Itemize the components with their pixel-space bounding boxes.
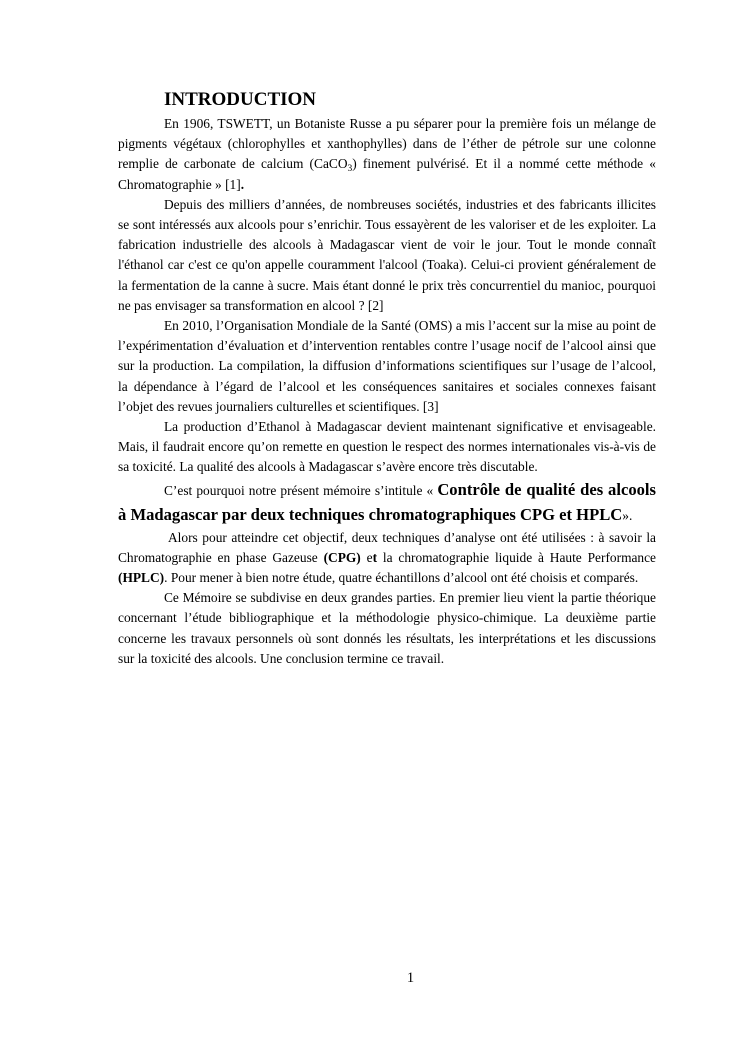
paragraph-tswett-end: . [240, 176, 245, 192]
section-heading: INTRODUCTION [164, 89, 317, 110]
paragraph-tswett-text-b: ) finement pulvérisé. Et il a nommé cette méthode « Chromatographie » [1] [118, 156, 656, 192]
paragraph-techniques-mid2: la chromatographie liquide à Haute Performance [377, 549, 657, 565]
paragraph-memoire-title [118, 478, 656, 528]
paragraph-production: La production d’Ethanol à Madagascar devient maintenant significative et envisageable. Mais, il faudrait encore qu’on remette en question le respect des normes internationales vis-à-vis de sa toxicité. La qualité des alcools à Madagascar s’avère encore très discutable. [118, 419, 656, 475]
hplc-acronym: (HPLC) [118, 570, 165, 586]
paragraph-memoire-text-b: ». [622, 507, 633, 523]
paragraph-techniques-bold-t: t [372, 549, 378, 565]
paragraph-techniques [118, 528, 656, 589]
subscript-3: 3 [347, 164, 353, 175]
page-number: 1 [406, 970, 415, 986]
memoire-title: Contrôle de qualité des alcools à Madagascar par deux techniques chromatographiques CPG et HPLC [118, 479, 656, 524]
paragraph-techniques-text-b: . Pour mener à bien notre étude, quatre échantillons d’alcool ont été choisis et comparés. [164, 570, 639, 586]
paragraph-oms: En 2010, l’Organisation Mondiale de la Santé (OMS) a mis l’accent sur la mise au point de l’expérimentation d’évaluation et d’intervention rentables contre l’usage nocif de l’alcool ainsi que sur la production. La compilation, la diffusion d’informations scientifiques sur l’usage de l’alcool, la dépendance à l’égard de l’alcool et les conséquences sanitaires et sociales connexes faisant l’objet des revues journaliers culturelles et scientifiques. [3] [118, 318, 656, 414]
cpg-acronym: (CPG) [323, 549, 361, 565]
paragraph-techniques-text-a: Alors pour atteindre cet objectif, deux techniques d’analyse ont été utilisées : à savoir la Chromatographie en phase Gazeuse [118, 529, 656, 565]
paragraph-structure: Ce Mémoire se subdivise en deux grandes parties. En premier lieu vient la partie théorique concernant l’étude bibliographique et la méthodologie physico-chimique. La deuxième partie concerne les travaux personnels où sont donnés les résultats, les interprétations et les discussions sur la toxicité des alcools. Une conclusion termine ce travail. [118, 590, 656, 666]
paragraph-alcools-history: Depuis des milliers d’années, de nombreuses sociétés, industries et des fabricants illicites se sont intéressés aux alcools pour s’enrichir. Tous essayèrent de les valoriser et de les exploiter. La fabrication industrielle des alcools à Madagascar vient de voir le jour. Tout le monde connaît l'éthanol car c'est ce qu'on appelle couramment l'alcool (Toaka). Celui-ci provient généralement de la fermentation de la canne à sucre. Mais étant donné le prix très concurrentiel du manioc, pourquoi ne pas envisager sa transformation en alcool ? [2] [118, 196, 656, 313]
body-text [118, 88, 656, 669]
paragraph-memoire-text-a: C’est pourquoi notre présent mémoire s’intitule « [164, 482, 438, 498]
paragraph-tswett-text-a: En 1906, TSWETT, un Botaniste Russe a pu séparer pour la première fois un mélange de pigments végétaux (chlorophylles et xanthophylles) dans de l’éther de pétrole sur une colonne remplie de carbonate de calcium (CaCO [118, 116, 656, 172]
paragraph-techniques-mid1: e [360, 549, 373, 565]
paragraph-tswett [118, 114, 656, 195]
